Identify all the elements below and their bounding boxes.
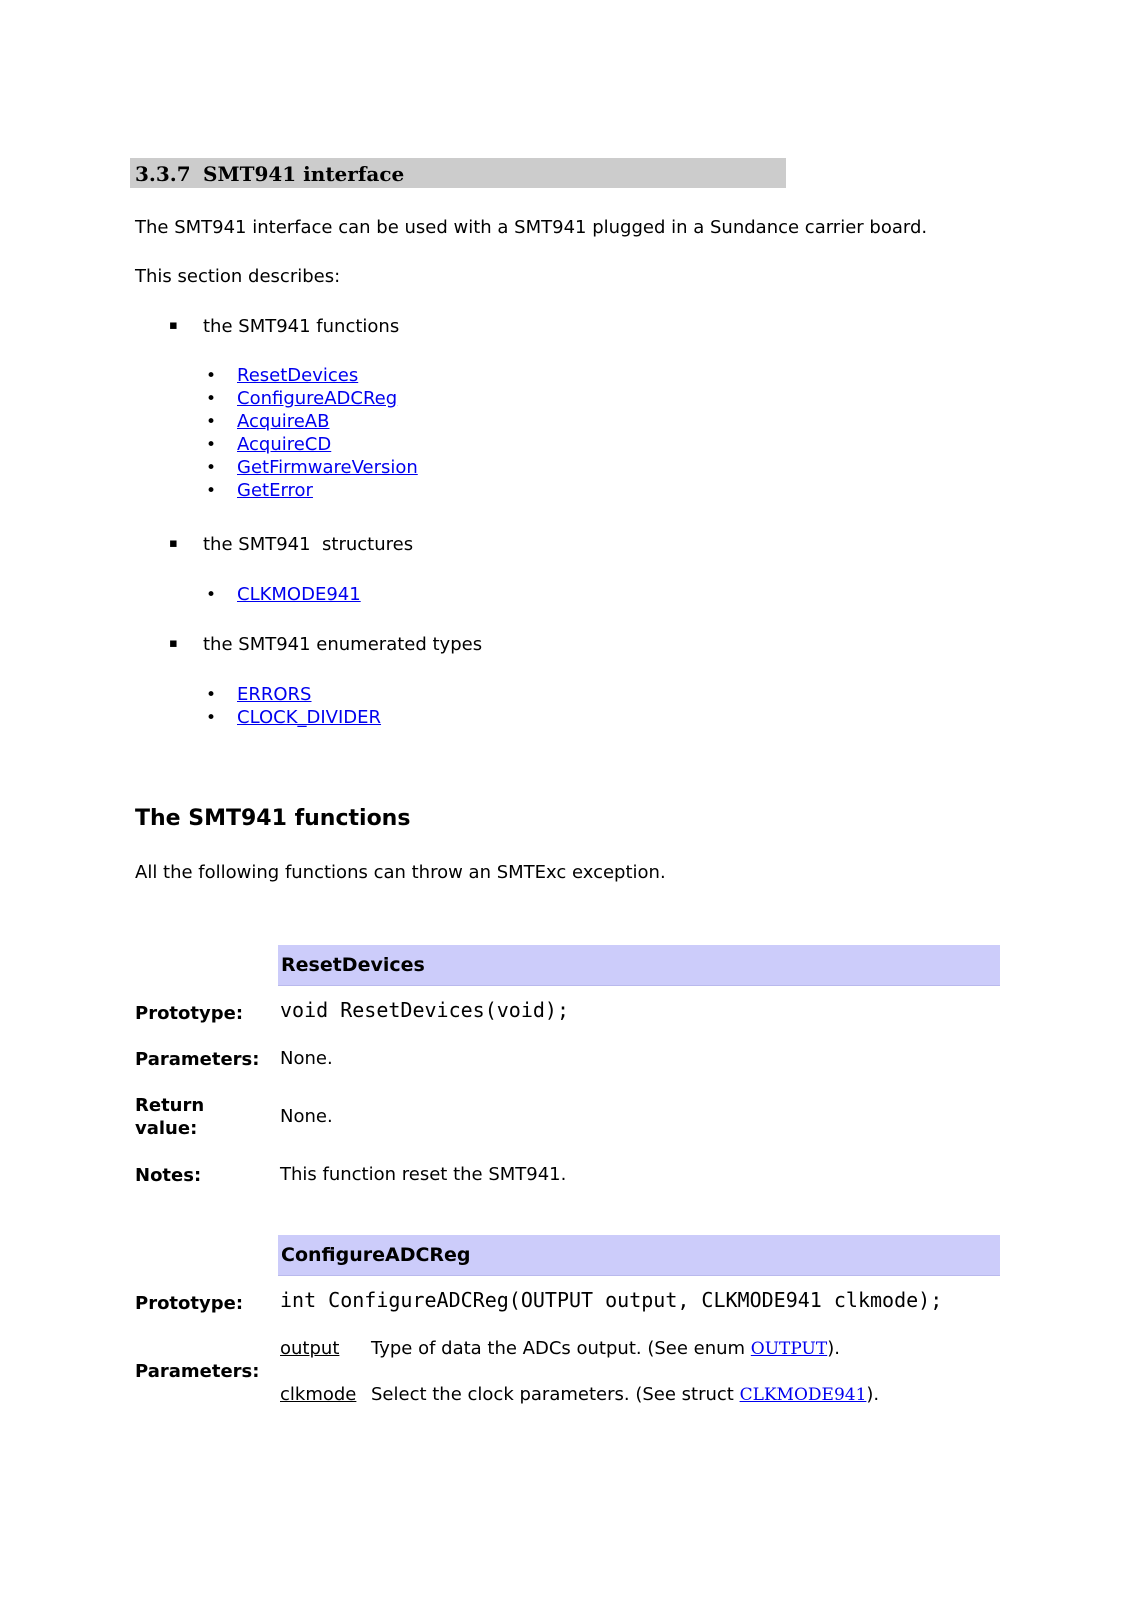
link-acquireab[interactable]: AcquireAB (237, 411, 330, 432)
group-label-structures: the SMT941 structures (203, 534, 414, 555)
link-output-enum[interactable]: OUTPUT (750, 1339, 828, 1359)
param-desc-clkmode (371, 1384, 879, 1405)
square-bullet-icon: ▪ (169, 636, 178, 651)
link-clkmode941-struct[interactable]: CLKMODE941 (739, 1385, 867, 1405)
prototype-label: Prototype: (135, 1003, 244, 1024)
square-bullet-icon: ▪ (169, 536, 178, 551)
section-title: SMT941 interface (203, 162, 405, 186)
prototype-label: Prototype: (135, 1293, 244, 1314)
describes-paragraph: This section describes: (135, 266, 341, 287)
bullet-icon: • (206, 708, 217, 728)
link-acquirecd[interactable]: AcquireCD (237, 434, 332, 455)
param-desc-output (371, 1338, 840, 1359)
return-value: None. (280, 1106, 333, 1127)
function-name-resetdevices: ResetDevices (281, 954, 425, 976)
notes-value: This function reset the SMT941. (280, 1164, 567, 1185)
prototype-code: void ResetDevices(void); (280, 998, 569, 1022)
section-number: 3.3.7 (135, 162, 191, 186)
return-label-line2: value: (135, 1118, 198, 1139)
bullet-icon: • (206, 366, 217, 386)
bullet-icon: • (206, 585, 217, 605)
group-label-enumerated-types: the SMT941 enumerated types (203, 634, 483, 655)
square-bullet-icon: ▪ (169, 318, 178, 333)
param-desc-text: Select the clock parameters. (See struct (371, 1384, 740, 1405)
intro-paragraph: The SMT941 interface can be used with a SMT941 plugged in a Sundance carrier board. (135, 217, 928, 238)
bullet-icon: • (206, 389, 217, 409)
function-name-configureadcreg: ConfigureADCReg (281, 1244, 471, 1266)
link-geterror[interactable]: GetError (237, 480, 313, 501)
link-clock-divider[interactable]: CLOCK_DIVIDER (237, 707, 382, 728)
group-label-functions: the SMT941 functions (203, 316, 400, 337)
return-value-label (135, 1094, 204, 1140)
link-resetdevices[interactable]: ResetDevices (237, 365, 359, 386)
bullet-icon: • (206, 435, 217, 455)
bullet-icon: • (206, 458, 217, 478)
param-name-output: output (280, 1338, 340, 1359)
param-name-clkmode: clkmode (280, 1384, 357, 1405)
prototype-code: int ConfigureADCReg(OUTPUT output, CLKMODE941 clkmode); (280, 1288, 943, 1312)
bullet-icon: • (206, 685, 217, 705)
parameters-label: Parameters: (135, 1361, 260, 1382)
notes-label: Notes: (135, 1165, 202, 1186)
functions-note: All the following functions can throw an SMTExc exception. (135, 862, 666, 883)
functions-heading: The SMT941 functions (135, 806, 411, 831)
link-errors[interactable]: ERRORS (237, 684, 312, 705)
param-desc-tail: ). (866, 1384, 880, 1405)
parameters-value: None. (280, 1048, 333, 1069)
link-configureadcreg[interactable]: ConfigureADCReg (237, 388, 398, 409)
return-label-line1: Return (135, 1095, 205, 1116)
bullet-icon: • (206, 481, 217, 501)
param-desc-tail: ). (827, 1338, 840, 1359)
bullet-icon: • (206, 412, 217, 432)
parameters-label: Parameters: (135, 1049, 260, 1070)
param-desc-text: Type of data the ADCs output. (See enum (371, 1338, 751, 1359)
link-clkmode941[interactable]: CLKMODE941 (237, 584, 361, 605)
link-getfirmwareversion[interactable]: GetFirmwareVersion (237, 457, 418, 478)
